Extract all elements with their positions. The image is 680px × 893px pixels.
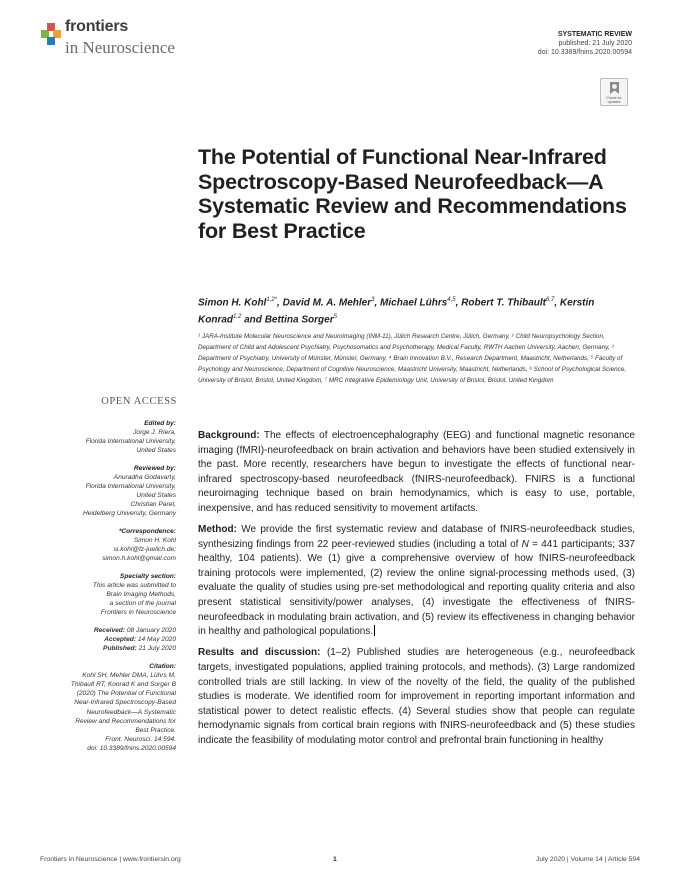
author-affiliation-marker: 1,2*	[266, 297, 278, 303]
author-affiliation-marker: 5	[333, 314, 337, 321]
journal-logo[interactable]	[41, 20, 191, 64]
text-cursor	[374, 625, 375, 636]
footer-issue-info: July 2020 | Volume 14 | Article 594	[535, 856, 640, 863]
reviewed-by-heading: Reviewed by:	[133, 464, 176, 472]
author-list	[198, 293, 638, 328]
author-name[interactable]: David M. A. Mehler	[282, 297, 372, 309]
citation-heading: Citation:	[149, 663, 176, 671]
abstract-method: Method: We provide the first systematic review and database of fNIRS-neurofeedback studies, synthesizing findings from 22 peer-reviewed studies (including a total of N = 441 participants; 337 healthy, 104 patients). We (1) give a comprehensive overview of how fNIRS-neurofeedback training protocols were implemented, (2) review the online signal-processing methods used, (3) evaluate the quality of studies using pre-set methodological and reporting quality criteria and also present statistical sensitivity/power analyses, (4) investigate the effectiveness of fNIRS-neurofeedback in modulating brain activation, and (5) review its effectiveness in changing behavior in healthy and pathological populations.	[198, 524, 635, 638]
citation-line: Neurofeedback—A Systematic	[86, 708, 176, 716]
correspondence-name: Simon H. Kohl	[133, 537, 176, 545]
published-date-sidebar: Published: 21 July 2020	[103, 645, 176, 653]
brand-name: frontiers	[65, 18, 129, 35]
correspondence-email[interactable]: simon.h.kohl@gmail.com	[102, 555, 176, 563]
author-name[interactable]: Robert T. Thibault	[461, 297, 547, 309]
specialty-line: Frontiers in Neuroscience	[100, 609, 176, 617]
reviewer-line: Heidelberg University, Germany	[83, 510, 176, 518]
author-name[interactable]: Simon H. Kohl	[198, 297, 267, 309]
author-affiliation-marker: 6,7	[546, 297, 555, 303]
author-separator: and	[241, 314, 265, 326]
specialty-line: This article was submitted to	[92, 582, 176, 590]
footer-journal-link[interactable]: Frontiers in Neuroscience | www.frontiersin.org	[40, 856, 181, 863]
citation-line: Review and Recommendations for	[75, 717, 176, 725]
page-number: 1	[333, 856, 337, 863]
author-name[interactable]: Michael Lührs	[380, 297, 448, 309]
author-separator: ,	[554, 297, 560, 309]
article-meta	[538, 30, 632, 58]
author-name[interactable]: Bettina Sorger	[264, 314, 334, 326]
author-affiliation-marker: 3	[371, 297, 375, 303]
author-affiliation-marker: 1,2	[233, 314, 242, 321]
article-type: SYSTEMATIC REVIEW	[557, 31, 632, 38]
editor-line: United States	[136, 447, 176, 455]
edited-by-heading: Edited by:	[144, 420, 176, 427]
reviewer-line: Christian Paret,	[130, 501, 176, 509]
author-separator: ,	[455, 297, 462, 309]
open-access-label: OPEN ACCESS	[101, 396, 177, 407]
specialty-heading: Specialty section:	[119, 573, 176, 581]
citation-line: Front. Neurosci. 14:594.	[105, 735, 176, 743]
page-footer	[40, 856, 640, 868]
abstract-results: Results and discussion: (1–2) Published studies are heterogeneous (e.g., neurofeedback targets, investigated populations, applied training protocols, and methods). (3) Large randomized controlled trials are still lacking. In view of the novelty of the field, the quality of the published studies is moderate. We identified room for improvement in reporting important information and statistical power to detect realistic effects. (4) Several studies show that people can regulate hemodynamic signals from cortical brain regions with fNIRS-neurofeedback and (5) these studies indicate the feasibility of modulating motor control and prefrontal brain functioning in healthy	[198, 647, 636, 746]
editor-line: Jorge J. Riera,	[133, 429, 176, 437]
journal-name: in Neuroscience	[65, 38, 175, 57]
citation-line: Kohl SH, Mehler DMA, Lührs M,	[82, 672, 176, 680]
bookmark-icon	[608, 81, 621, 95]
citation-line: (2020) The Potential of Functional	[76, 690, 176, 698]
abstract-background: Background: The effects of electroencephalography (EEG) and functional magnetic resonance imaging (fMRI)-neurofeedback on brain activation and behaviors have been studied extensively in the past. More recently, researchers have begun to investigate the effects of functional near-infrared spectroscopy-based neurofeedback (fNIRS-neurofeedback). FNIRS is a functional neuroimaging technique based on brain hemodynamics, which is easy to use, portable, inexpensive, and has reduced sensitivity to movement artifacts.	[198, 430, 635, 514]
author-name[interactable]: Kerstin Konrad	[198, 297, 595, 326]
received-date: Received: 08 January 2020	[93, 627, 176, 635]
author-separator: ,	[374, 297, 381, 309]
citation-line: Best Practice.	[135, 726, 176, 734]
author-separator: ,	[277, 297, 283, 309]
specialty-line: a section of the journal	[109, 600, 176, 608]
check-for-updates-label: Check for updates	[606, 96, 622, 105]
article-sidebar	[40, 419, 176, 753]
article-title: The Potential of Functional Near-Infrared Spectroscopy-Based Neurofeedback—A Systematic Review and Recommendations for Best Practice	[198, 145, 627, 243]
reviewer-line: Florida International University,	[85, 483, 176, 491]
abstract	[198, 429, 635, 755]
reviewer-line: United States	[136, 492, 176, 500]
affiliations: ¹ JARA-Institute Molecular Neuroscience and Neuroimaging (INM-11), Jülich Research Centre, Jülich, Germany, ² Child Neuropsychology Section, Department of Child and Adolescent Psychiatry, Psychosomatics and Psychotherapy, Medical Faculty, RWTH Aachen University, Aachen, Germany, ³ Department of Psychiatry, University of Münster, Münster, Germany, ⁴ Brain Innovation B.V., Research Department, Maastricht, Netherlands, ⁵ Faculty of Psychology and Neuroscience, Department of Cognitive Neuroscience, Maastricht University, Maastricht, Netherlands, ⁶ School of Psychological Science, University of Bristol, Bristol, United Kingdom, ⁷ MRC Integrative Epidemiology Unit, University of Bristol, Bristol, United Kingdom	[198, 333, 627, 384]
citation-line: Near-Infrared Spectroscopy-Based	[74, 699, 176, 707]
citation-line: Thibault RT, Konrad K and Sorger B	[70, 681, 176, 689]
check-for-updates-button[interactable]	[600, 78, 628, 106]
correspondence-heading: *Correspondence:	[118, 528, 176, 536]
published-date: published: 21 July 2020	[558, 40, 632, 48]
citation-doi[interactable]: doi: 10.3389/fnins.2020.00594	[87, 744, 176, 752]
editor-line: Florida International University,	[85, 438, 176, 446]
author-affiliation-marker: 4,5	[447, 297, 456, 303]
article-doi[interactable]: doi: 10.3389/fnins.2020.00594	[537, 49, 632, 57]
correspondence-email[interactable]: si.kohl@fz-juelich.de;	[113, 546, 176, 554]
reviewer-line: Anuradha Godavarty,	[113, 474, 176, 482]
specialty-line: Brain Imaging Methods,	[106, 591, 176, 599]
accepted-date: Accepted: 14 May 2020	[104, 636, 176, 644]
frontiers-logo-icon	[41, 23, 63, 47]
